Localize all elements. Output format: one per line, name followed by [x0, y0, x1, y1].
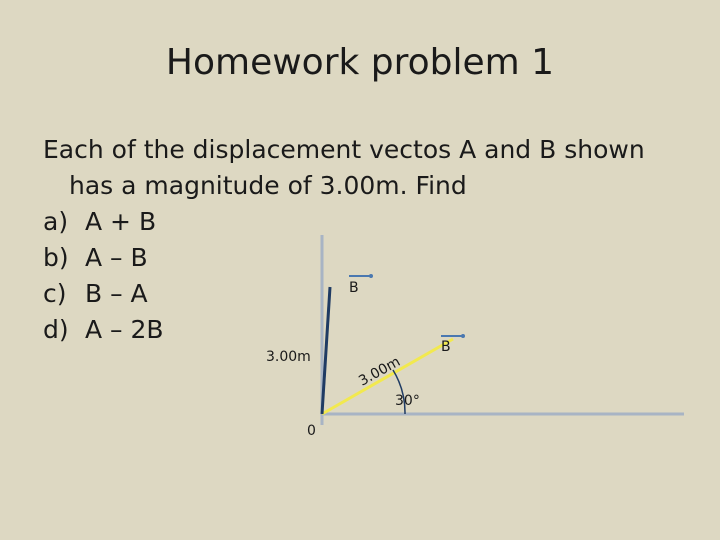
list-item-text: B – A [85, 279, 148, 308]
angle-label: 30° [395, 393, 420, 409]
vertical-magnitude-label: 3.00m [266, 349, 311, 365]
intro-line-1: Each of the displacement vectos A and B shown [43, 135, 645, 164]
origin-label: 0 [307, 423, 316, 439]
list-item-text: A – 2B [85, 315, 164, 344]
list-marker: a) [43, 207, 69, 236]
slanted-vector-label: B [441, 339, 451, 355]
slanted-magnitude-label: 3.00m [356, 353, 404, 390]
list-marker: d) [43, 315, 69, 344]
list-marker: b) [43, 243, 69, 272]
arrow-head [461, 334, 465, 338]
intro-line-2: has a magnitude of 3.00m. Find [69, 171, 467, 200]
slide-title: Homework problem 1 [165, 42, 555, 83]
list-item-text: A – B [85, 243, 148, 272]
arrow-head [369, 274, 373, 278]
slanted-vector [322, 339, 453, 414]
vertical-vector-label: B [349, 280, 359, 296]
list-item-text: A + B [85, 207, 157, 236]
list-marker: c) [43, 279, 67, 308]
